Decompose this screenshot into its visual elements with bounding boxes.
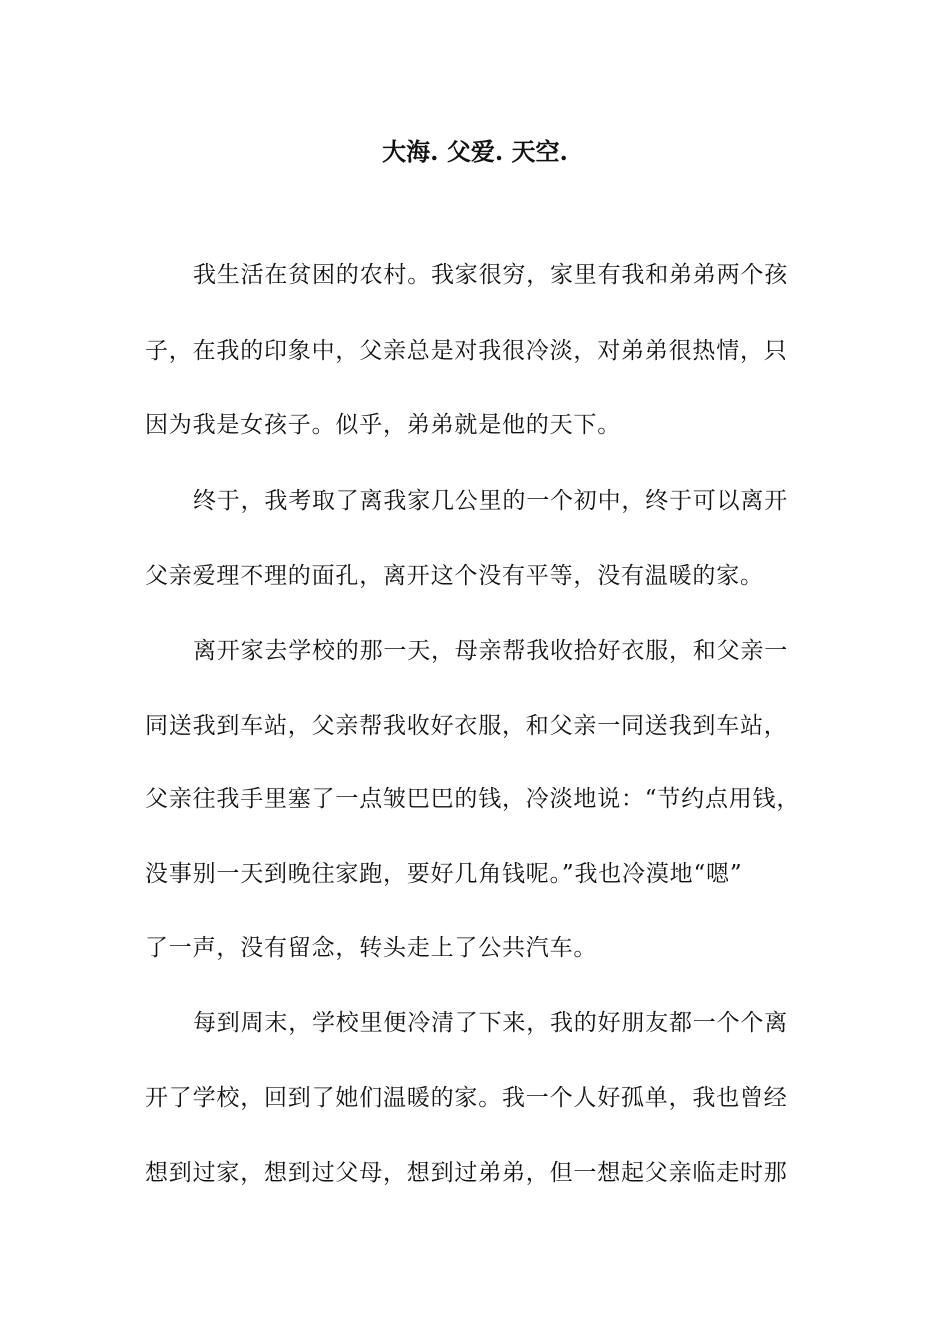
paragraph-3-line-4: 没事别一天到晚往家跑，要好几角钱呢。”我也冷漠地“嗯” [145, 861, 743, 887]
paragraph-3-line-3: 父亲往我手里塞了一点皱巴巴的钱，冷淡地说：“节约点用钱， [145, 786, 801, 812]
paragraph-4-line-2: 开了学校，回到了她们温暖的家。我一个人好孤单，我也曾经 [145, 1085, 788, 1111]
paragraph-3-line-1: 离开家去学校的那一天，母亲帮我收拾好衣服，和父亲一 [193, 638, 788, 664]
paragraph-2-line-1: 终于，我考取了离我家几公里的一个初中，终于可以离开 [193, 488, 788, 514]
paragraph-1-line-1: 我生活在贫困的农村。我家很穷，家里有我和弟弟两个孩 [193, 262, 788, 288]
paragraph-4-line-1: 每到周末，学校里便冷清了下来，我的好朋友都一个个离 [193, 1010, 788, 1036]
paragraph-4-line-3: 想到过家，想到过父母，想到过弟弟，但一想起父亲临走时那 [145, 1160, 788, 1186]
paragraph-1-line-2: 子，在我的印象中，父亲总是对我很冷淡，对弟弟很热情，只 [145, 338, 788, 364]
paragraph-3-line-2: 同送我到车站，父亲帮我收好衣服，和父亲一同送我到车站， [145, 713, 788, 739]
paragraph-3-line-5: 了一声，没有留念，转头走上了公共汽车。 [145, 935, 598, 961]
document-title: 大海. 父爱. 天空. [382, 137, 568, 166]
paragraph-2-line-2: 父亲爱理不理的面孔，离开这个没有平等，没有温暖的家。 [145, 563, 764, 589]
paragraph-1-line-3: 因为我是女孩子。似乎，弟弟就是他的天下。 [145, 412, 621, 438]
